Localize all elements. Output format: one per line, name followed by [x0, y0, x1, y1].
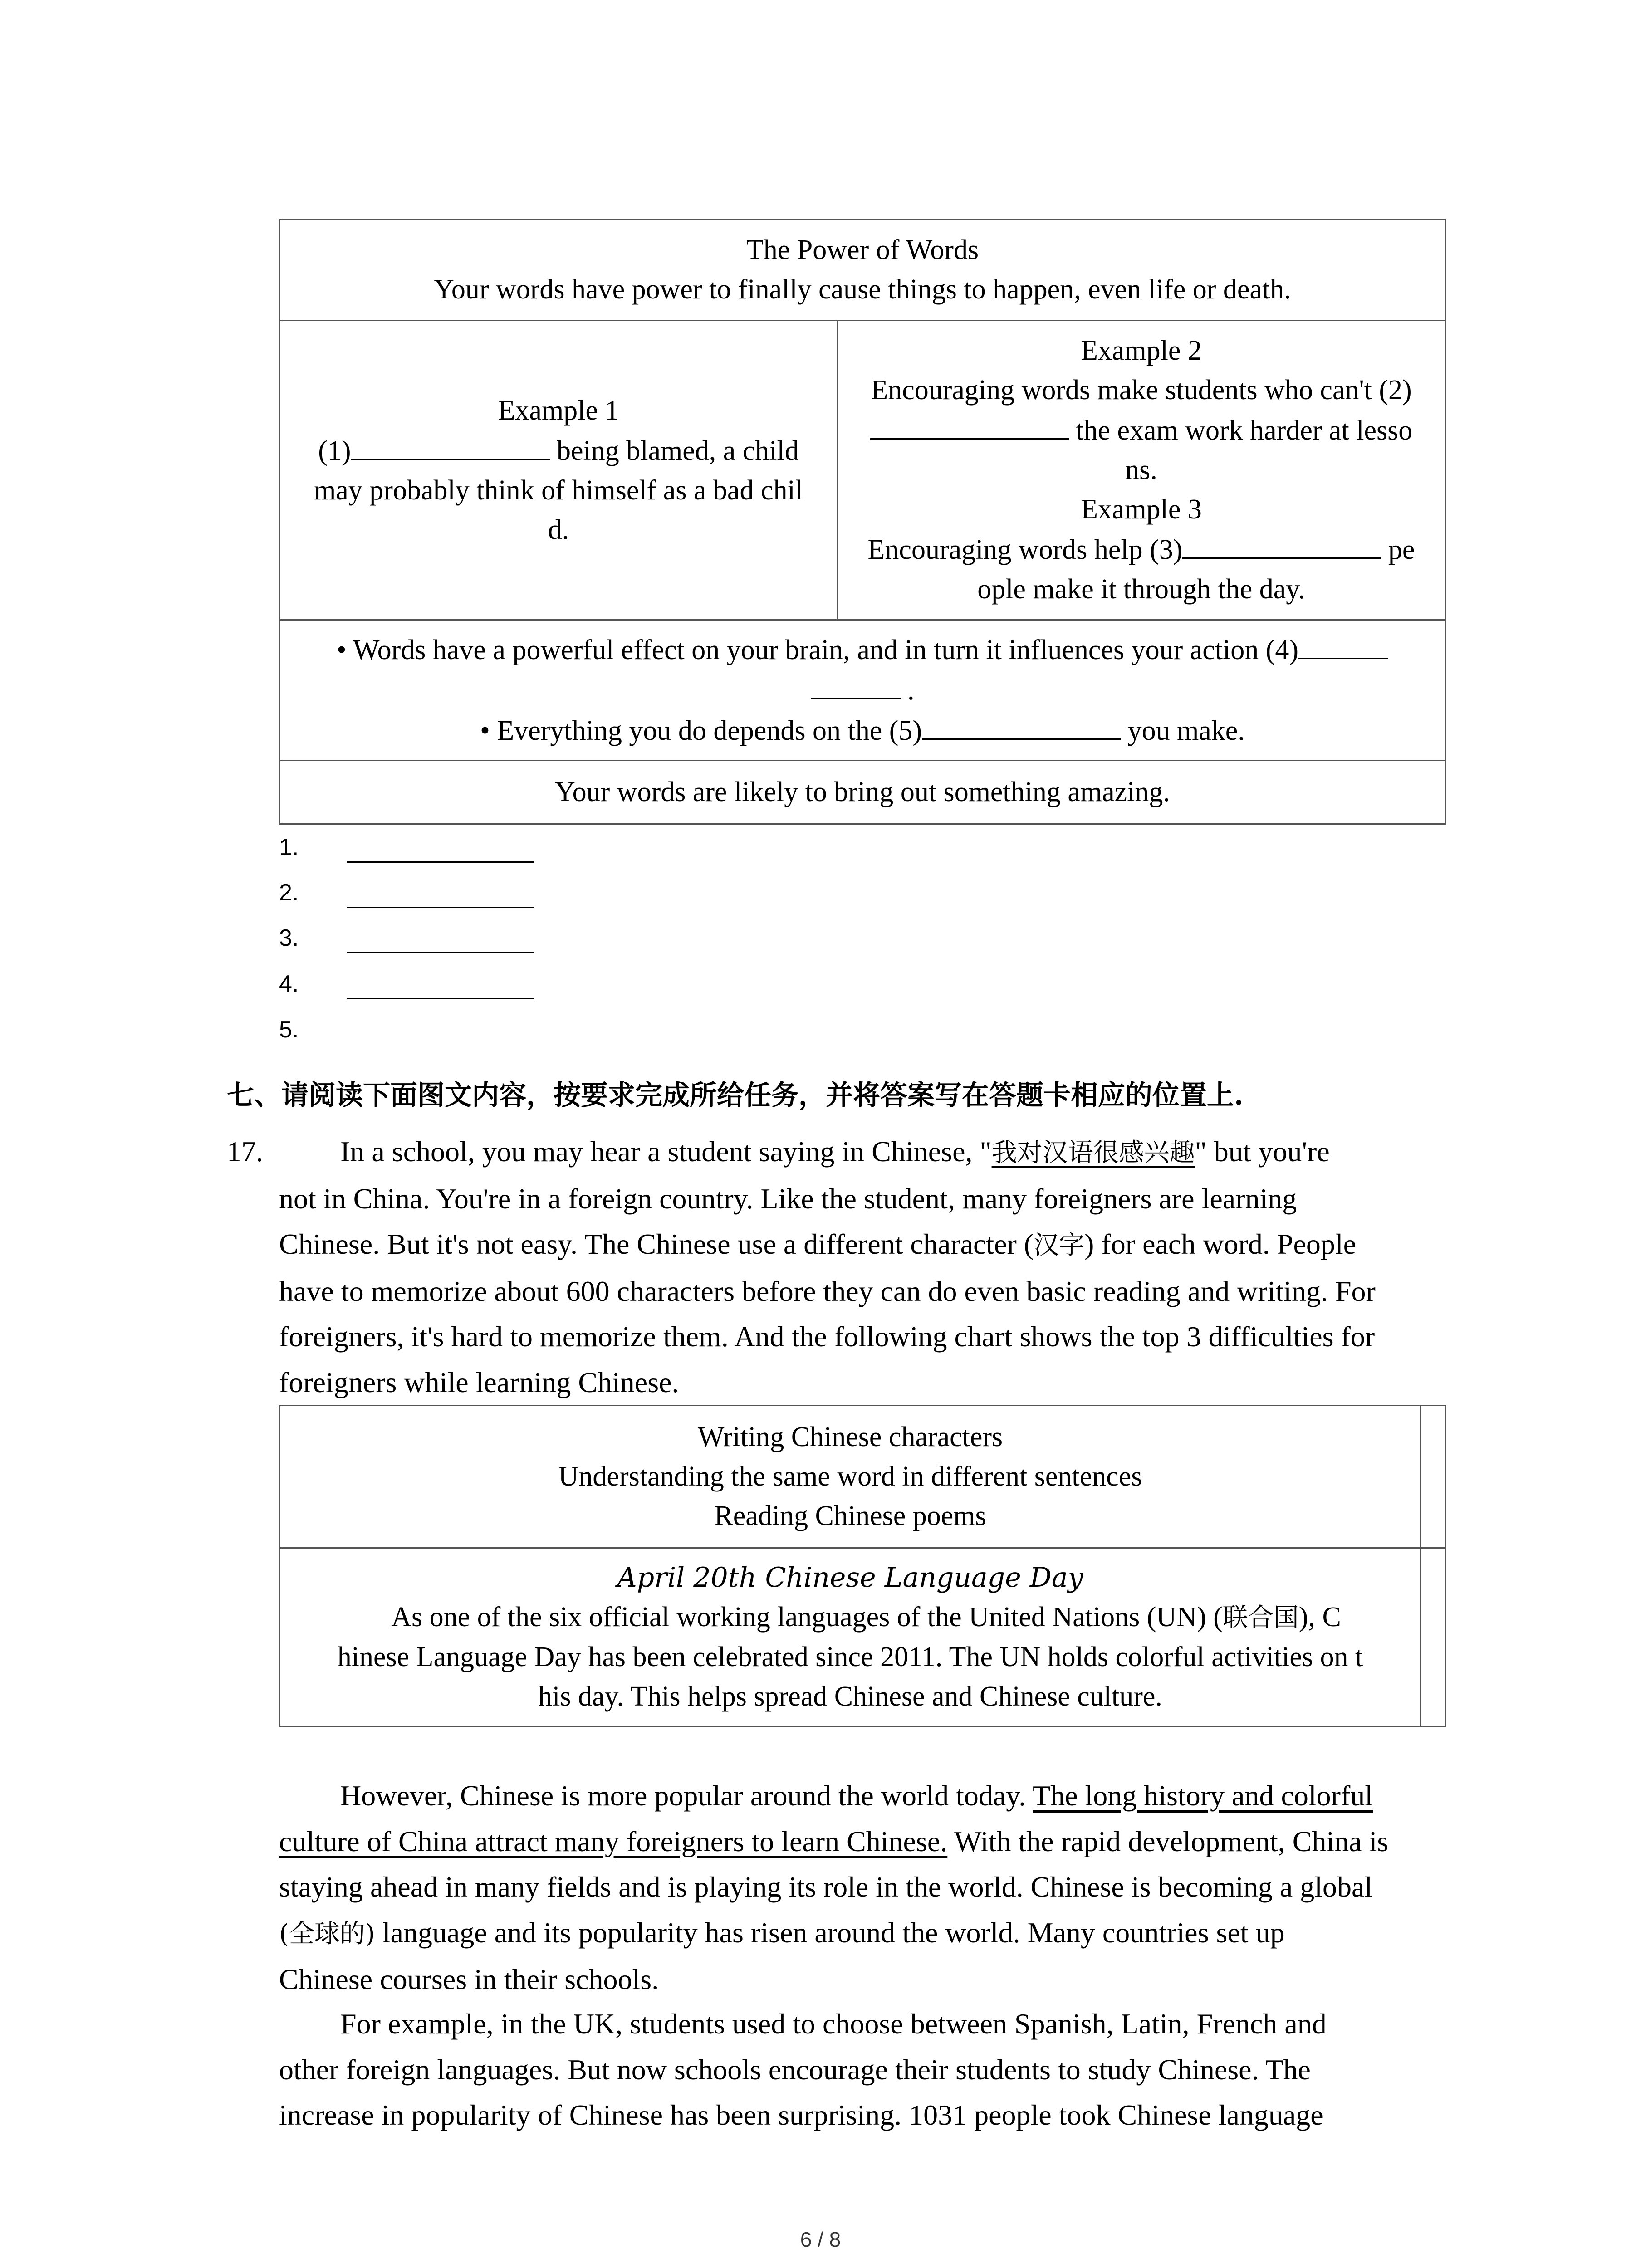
chinese-phrase: 联合国 [1222, 1603, 1299, 1633]
language-day-line1 [288, 1598, 1413, 1637]
paragraph-line [279, 1773, 1447, 1819]
difficulties-table [279, 1405, 1446, 1727]
paragraph-line: have to memorize about 600 characters before they can do even basic reading and writing. For [279, 1275, 1376, 1307]
text-span: ), C [1298, 1602, 1341, 1633]
example1-cell [280, 321, 838, 620]
answer-row-5 [279, 1014, 642, 1059]
conclusion-cell [280, 761, 1445, 824]
example1-line1-text: being blamed, a child [549, 435, 799, 466]
paragraph-line: other foreign languages. But now schools encourage their students to study Chinese. The [279, 2053, 1311, 2086]
example1-line1 [289, 430, 828, 471]
paragraph-line: For example, in the UK, students used to choose between Spanish, Latin, French and [340, 2008, 1327, 2040]
language-day-title: April 20th Chinese Language Day [617, 1562, 1083, 1593]
passage-paragraph-1 [279, 1129, 1447, 1405]
table-title: The Power of Words [746, 235, 979, 265]
blank-1[interactable] [351, 430, 550, 460]
answer-number: 5. [279, 1017, 299, 1043]
paragraph-line: foreigners while learning Chinese. [279, 1366, 679, 1398]
paragraph-line: foreigners, it's hard to memorize them. And the following chart shows the top 3 difficulties for [279, 1320, 1375, 1353]
text-span: " but you're [1195, 1135, 1330, 1168]
text-span: Chinese. But it's not easy. The Chinese use a different character ( [279, 1228, 1034, 1260]
text-span: In a school, you may hear a student saying in Chinese, " [340, 1135, 992, 1168]
answer-row-3 [279, 922, 642, 968]
underlined-sentence: The long history and colorful [1032, 1779, 1373, 1812]
paragraph-line [279, 1222, 1447, 1269]
example3-heading: Example 3 [1081, 494, 1202, 525]
bullet-2-text: • Everything you do depends on the (5) [480, 715, 922, 746]
passage-paragraph-3 [279, 2001, 1447, 2138]
example3-line1-text: Encouraging words help (3) [867, 534, 1183, 565]
bullet-2 [289, 710, 1435, 751]
example2-line2 [844, 410, 1438, 450]
paragraph-line [279, 1819, 1447, 1865]
bullet-1-cont [289, 670, 1435, 710]
chinese-phrase: 我对汉语很感兴趣 [991, 1138, 1195, 1168]
example3-line1-end: pe [1381, 534, 1415, 565]
answer-number: 1. [279, 834, 299, 860]
chinese-phrase: 汉字 [1034, 1231, 1085, 1260]
text-span: With the rapid development, China is [947, 1825, 1389, 1857]
example2-line2-text: the exam work harder at lesso [1068, 415, 1413, 446]
bullet-1-end: . [900, 675, 915, 706]
conclusion: Your words are likely to bring out something amazing. [555, 777, 1170, 807]
paragraph-line: not in China. You're in a foreign country. Like the student, many foreigners are learning [279, 1182, 1297, 1215]
table-title-cell [280, 220, 1445, 321]
blank-5[interactable] [922, 710, 1121, 740]
answer-number: 3. [279, 925, 299, 951]
answer-number: 2. [279, 880, 299, 906]
example1-line3: d. [548, 514, 569, 545]
paragraph-line [279, 1910, 1447, 1957]
empty-side-cell [1421, 1406, 1445, 1548]
paragraph-line: increase in popularity of Chinese has been surprising. 1031 people took Chinese language [279, 2099, 1323, 2131]
example3-line1 [844, 529, 1438, 570]
example2-line1: Encouraging words make students who can't (2) [871, 375, 1412, 406]
example2-line3: ns. [1125, 455, 1157, 485]
language-day-line2: hinese Language Day has been celebrated since 2011. The UN holds colorful activities on t [337, 1642, 1363, 1672]
blank-4b[interactable] [811, 670, 901, 699]
bullet-2-end: you make. [1121, 715, 1245, 746]
blank-4a[interactable] [1298, 630, 1388, 659]
example3-line2: ople make it through the day. [977, 574, 1305, 605]
answer-row-1 [279, 831, 642, 877]
question-number: 17. [227, 1135, 263, 1168]
blank-3[interactable] [1182, 529, 1381, 559]
bullets-cell [280, 620, 1445, 761]
text-span: However, Chinese is more popular around the world today. [340, 1779, 1033, 1812]
bullet-1 [289, 630, 1435, 670]
example1-line2: may probably think of himself as a bad chil [314, 474, 803, 506]
table-subtitle: Your words have power to finally cause things to happen, even life or death. [434, 274, 1291, 305]
difficulty-item: Writing Chinese characters [697, 1422, 1003, 1452]
chinese-phrase: (全球的) [279, 1919, 375, 1949]
difficulty-item: Understanding the same word in different sentences [558, 1461, 1142, 1492]
blank-2[interactable] [870, 410, 1069, 440]
power-of-words-table [279, 219, 1446, 825]
paragraph-line: Chinese courses in their schools. [279, 1963, 659, 1995]
answer-line-2[interactable] [347, 907, 534, 908]
example2-3-cell [838, 321, 1445, 620]
language-day-cell [280, 1548, 1421, 1727]
section-heading: 七、请阅读下面图文内容，按要求完成所给任务，并将答案写在答题卡相应的位置上. [227, 1080, 1244, 1111]
passage-paragraph-2 [279, 1773, 1447, 2003]
answer-row-2 [279, 877, 642, 922]
text-span: language and its popularity has risen around the world. Many countries set up [375, 1916, 1285, 1949]
answer-line-4[interactable] [347, 998, 534, 999]
paragraph-line [279, 1129, 1447, 1176]
answer-line-1[interactable] [347, 861, 534, 863]
paragraph-line: staying ahead in many fields and is playing its role in the world. Chinese is becoming a global [279, 1871, 1373, 1903]
answer-number: 4. [279, 971, 299, 997]
text-span: ) for each word. People [1084, 1228, 1357, 1260]
difficulty-item: Reading Chinese poems [714, 1501, 986, 1531]
text-span: As one of the six official working languages of the United Nations (UN) ( [391, 1602, 1223, 1633]
blank-label-1: (1) [318, 435, 351, 466]
language-day-line3: his day. This helps spread Chinese and Chinese culture. [538, 1681, 1162, 1712]
empty-side-cell [1421, 1548, 1445, 1727]
example1-heading: Example 1 [498, 395, 619, 426]
answer-row-4 [279, 968, 642, 1013]
page-number: 6 / 8 [800, 2228, 841, 2251]
difficulties-cell [280, 1406, 1421, 1548]
bullet-1-text: • Words have a powerful effect on your brain, and in turn it influences your action (4) [336, 635, 1299, 665]
answer-line-3[interactable] [347, 952, 534, 953]
example2-heading: Example 2 [1081, 335, 1202, 366]
underlined-sentence: culture of China attract many foreigners to learn Chinese. [279, 1825, 948, 1857]
